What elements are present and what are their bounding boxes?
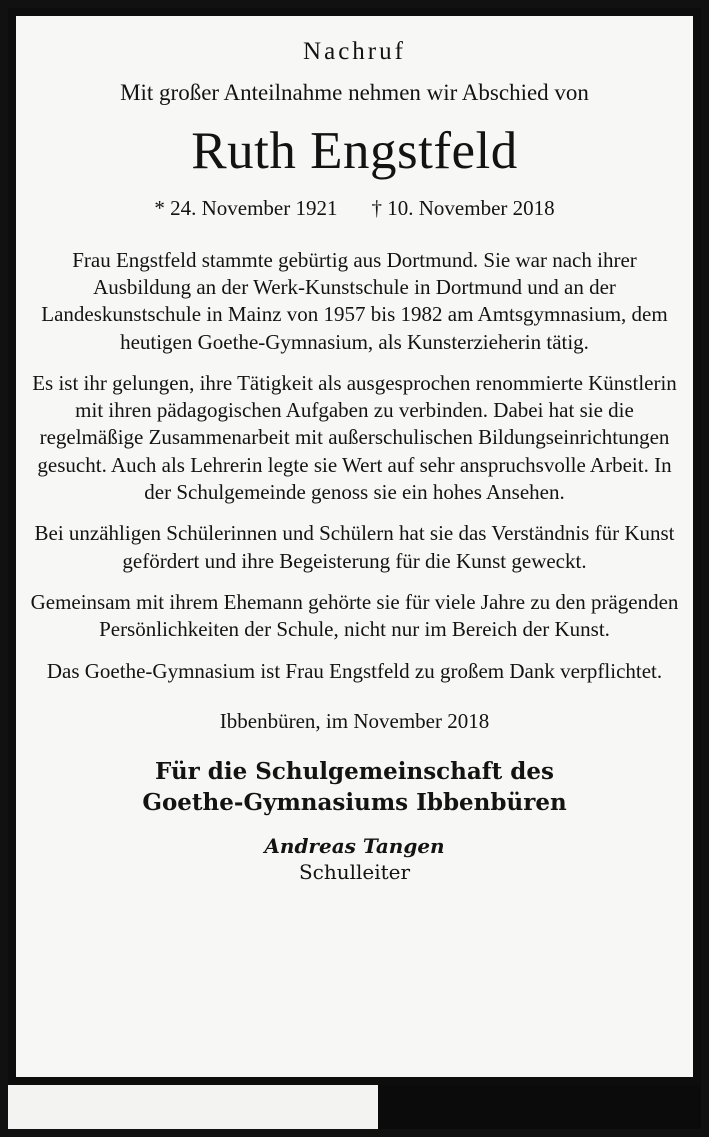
bottom-bar-white-block [8, 1085, 378, 1129]
death-date: † 10. November 2018 [371, 195, 555, 220]
school-community-line [142, 756, 566, 818]
signer-name: Andreas Tangen [264, 833, 445, 858]
obituary-subtitle: Mit großer Anteilnahme nehmen wir Abschied von [120, 80, 589, 105]
obituary-paragraph-2: Es ist ihr gelungen, ihre Tätigkeit als ausgesprochen renommierte Künstlerin mit ihren pädagogischen Aufgaben zu verbinden. Dabei hat sie die regelmäßige Zusammenarbeit mit außerschulischen Bildungseinrichtungen gesucht. Auch als Lehrerin legte sie Wert auf sehr anspruchsvolle Arbeit. In der Schulgemeinde genoss sie ein hohes Ansehen. [32, 370, 677, 505]
place-and-date: Ibbenbüren, im November 2018 [219, 708, 490, 733]
obituary-paragraph-3: Bei unzähligen Schülerinnen und Schülern hat sie das Verständnis für Kunst gefördert und ihre Begeisterung für die Kunst geweckt. [34, 521, 675, 573]
signer-role: Schulleiter [298, 859, 411, 884]
obituary-card [16, 16, 693, 1077]
deceased-name: Ruth Engstfeld [191, 122, 518, 180]
obituary-paragraph-4: Gemeinsam mit ihrem Ehemann gehörte sie für viele Jahre zu den prägenden Persönlichkeiten der Schule, nicht nur im Bereich der Kunst. [30, 589, 679, 642]
birth-date: * 24. November 1921 [154, 195, 338, 220]
school-community-line-1: Für die Schulgemeinschaft des [155, 757, 554, 785]
page-bottom-bar [8, 1085, 701, 1129]
obituary-paragraph-5: Das Goethe-Gymnasium ist Frau Engstfeld zu großem Dank verpflichtet. [46, 658, 663, 683]
obituary-kicker: Nachruf [303, 38, 406, 65]
school-community-line-2: Goethe-Gymnasiums Ibbenbüren [142, 788, 567, 816]
obituary-paragraph-1: Frau Engstfeld stammte gebürtig aus Dortmund. Sie war nach ihrer Ausbildung an der Werk-Kunstschule in Dortmund und an der Landeskunstschule in Mainz von 1957 bis 1982 am Amtsgymnasium, dem heutigen Goethe-Gymnasium, als Kunsterzieherin tätig. [41, 247, 668, 354]
life-dates [154, 196, 554, 221]
obituary-frame [8, 8, 701, 1085]
